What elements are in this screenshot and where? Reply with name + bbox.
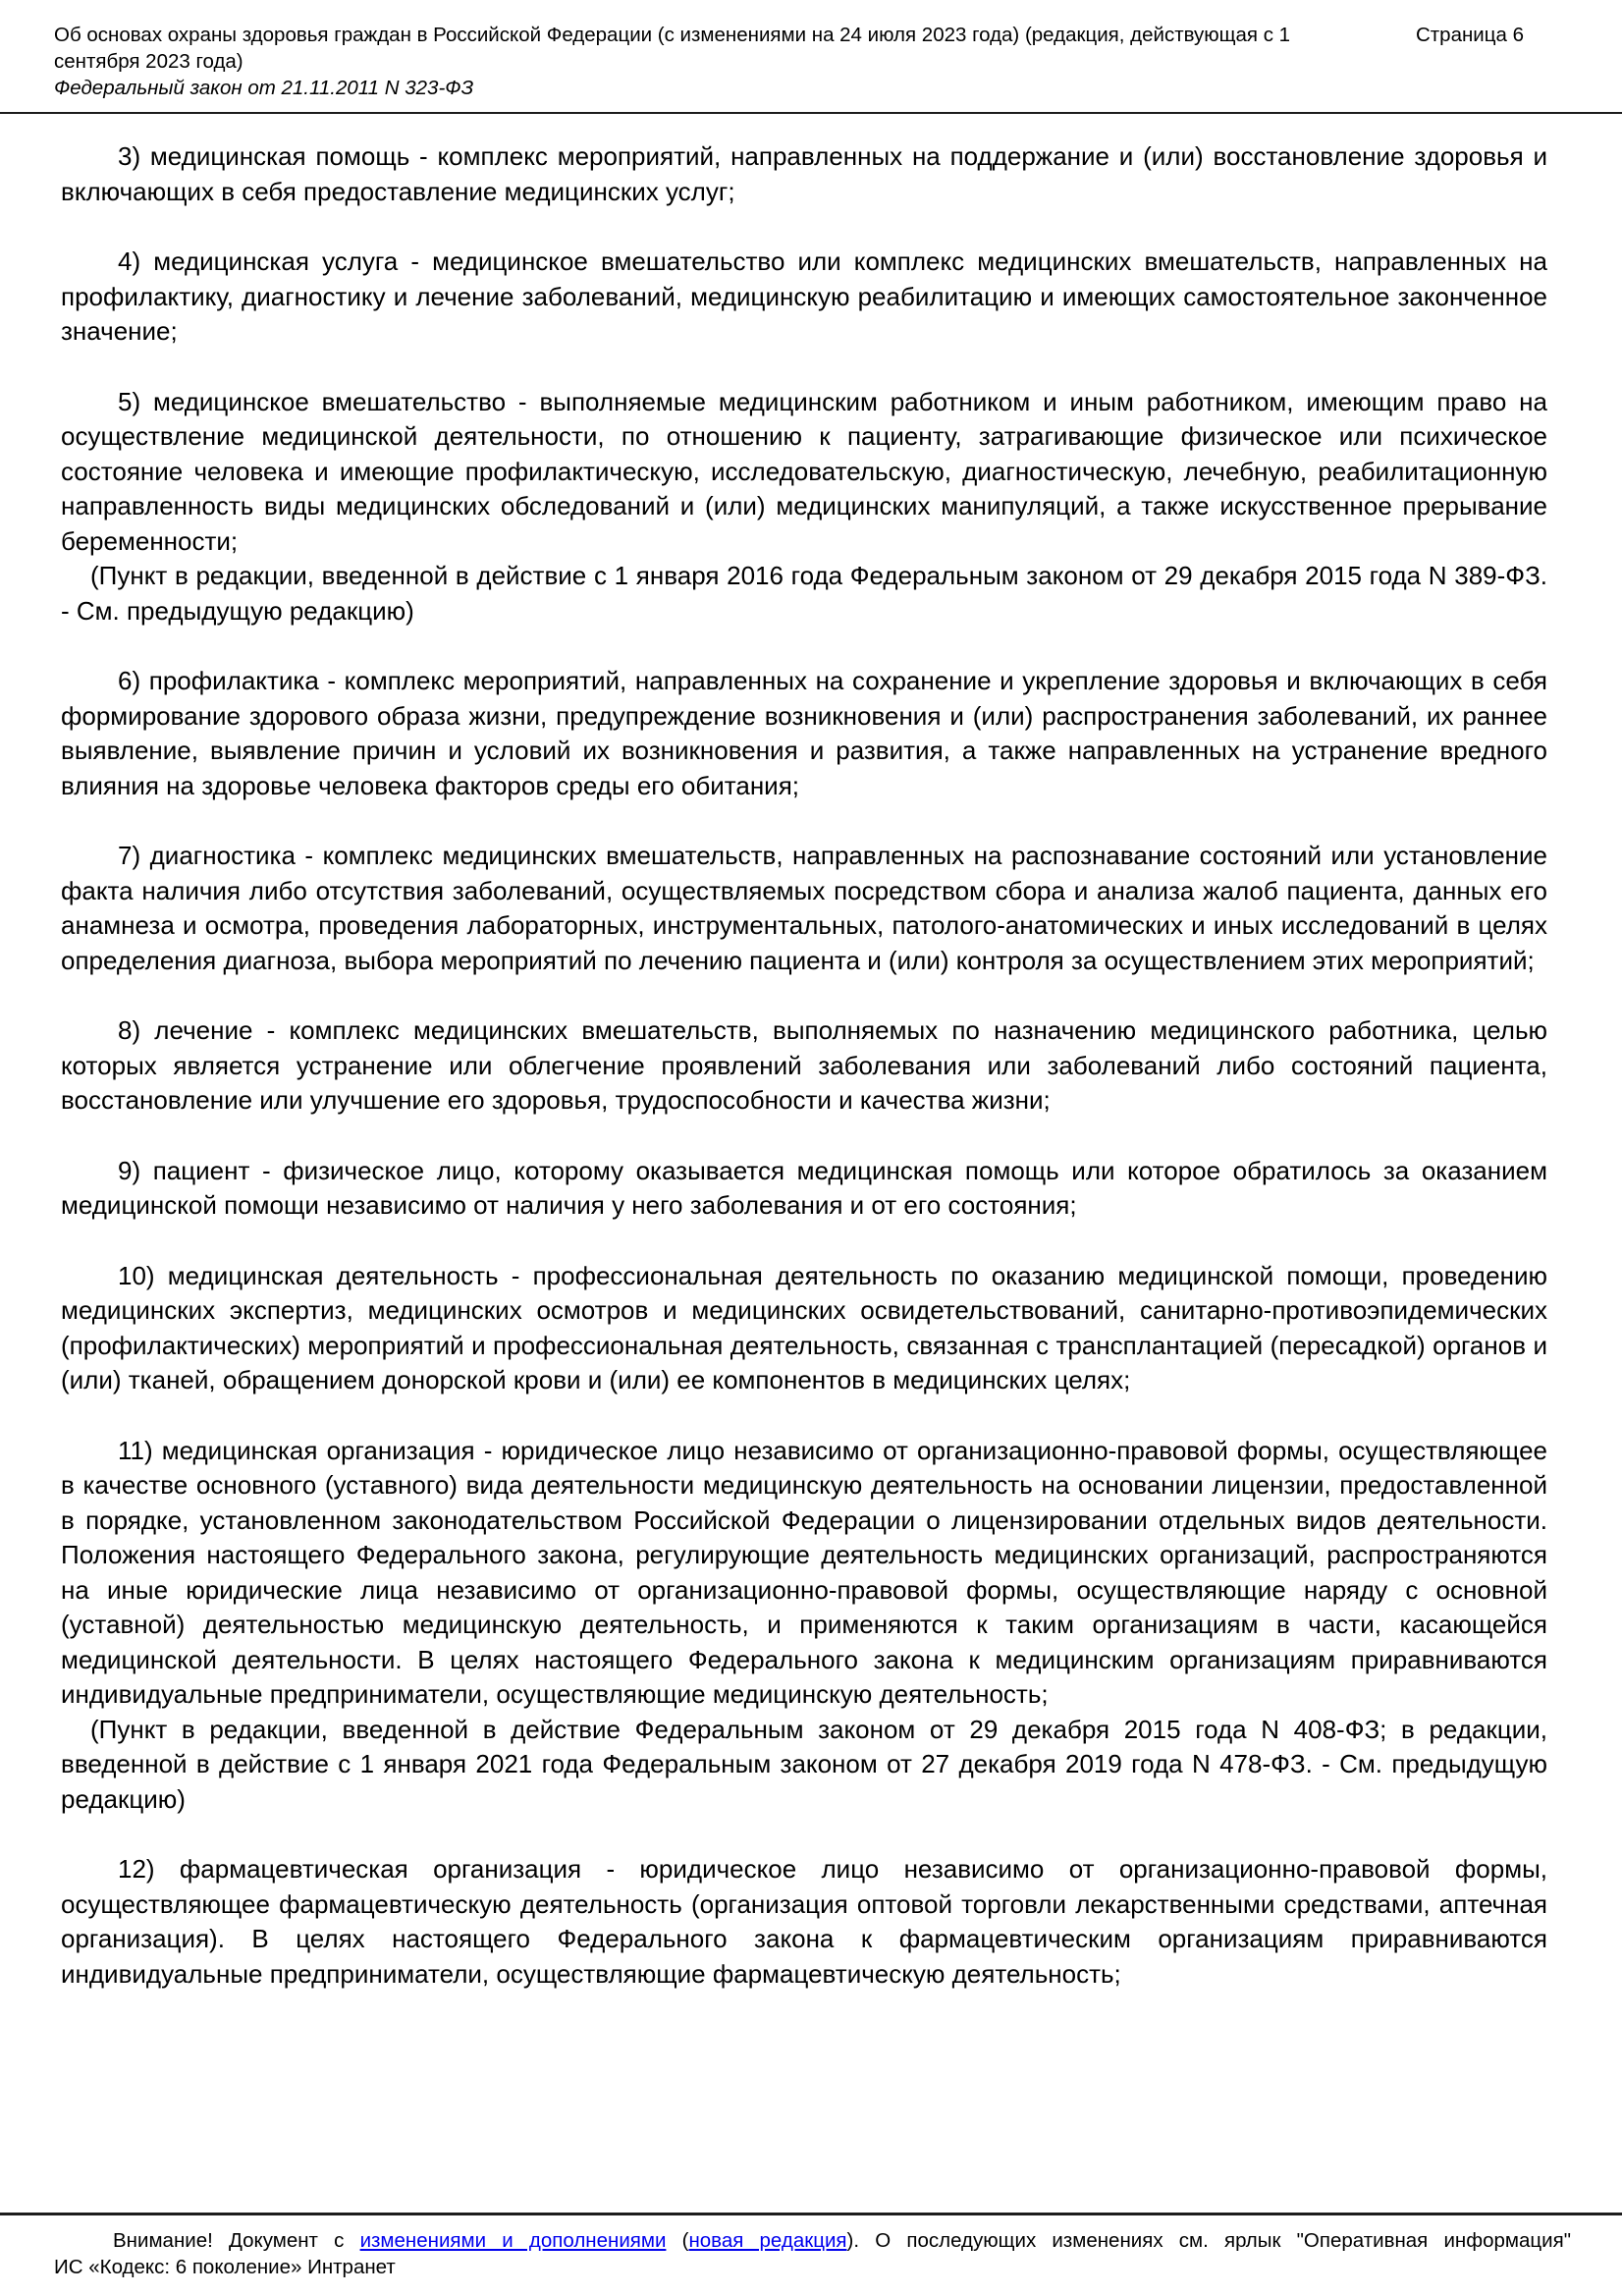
amendment-note: (Пункт в редакции, введенной в действие Федеральным законом от 29 декабря 2015 года N 408-ФЗ; в редакции, введенной в действие с 1 января 2021 года Федеральным законом от 27 декабря 2019 года N 478-ФЗ. - См. предыдущую редакцию) [61, 1714, 1547, 1814]
system-name: ИС «Кодекс: 6 поколение» Интранет [54, 2256, 396, 2278]
amendments-link[interactable]: изменениями и дополнениями [359, 2229, 667, 2252]
clause-text: 7) диагностика - комплекс медицинских вмешательств, направленных на распознавание состояний или установление факта наличия либо отсутствия заболеваний, осуществляемых посредством сбора и анализа жалоб пациента, данных его анамнеза и осмотра, проведения лабораторных, инструментальных, патолого-анатомических и иных исследований в целях определения диагноза, выбора мероприятий по лечению пациента и (или) контроля за осуществлением этих мероприятий; [61, 841, 1547, 975]
law-clause [61, 1852, 1547, 1992]
law-clause [61, 1013, 1547, 1119]
document-title: Об основах охраны здоровья граждан в Российской Федерации (с изменениями на 24 июля 2023 года) (редакция, действующая с 1 сентября 2023 года) [54, 24, 1291, 73]
law-clause [61, 1259, 1547, 1398]
law-clause [61, 139, 1547, 209]
law-clause [61, 664, 1547, 803]
law-clause [61, 839, 1547, 978]
clause-text: 5) медицинское вмешательство - выполняемые медицинским работником и иным работником, имеющим право на осуществление медицинской деятельности, по отношению к пациенту, затрагивающие физическое или психическое состояние человека и имеющие профилактическую, исследовательскую, диагностическую, лечебную, реабилитационную направленность виды медицинских обследований и (или) медицинских манипуляций, а также искусственное прерывание беременности; [61, 386, 1547, 556]
clause-text: 9) пациент - физическое лицо, которому оказывается медицинская помощь или которое обратилось за оказанием медицинской помощи независимо от наличия у него заболевания и от его состояния; [61, 1155, 1547, 1220]
attention-notice [54, 2227, 1571, 2254]
clause-text: 6) профилактика - комплекс мероприятий, направленных на сохранение и укрепление здоровья и включающих в себя формирование здорового образа жизни, предупреждение возникновения и (или) распространения заболеваний, их раннее выявление, выявление причин и условий их возникновения и развития, а также направленных на устранение вредного влияния на здоровье человека факторов среды его обитания; [61, 666, 1547, 800]
clause-text: 12) фармацевтическая организация - юридическое лицо независимо от организационно-правовой формы, осуществляющее фармацевтическую деятельность (организация оптовой торговли лекарственными средствами, аптечная организация). В целях настоящего Федерального закона к фармацевтическим организациям приравниваются индивидуальные предприниматели, осуществляющие фармацевтическую деятельность; [61, 1854, 1547, 1989]
clause-text: 8) лечение - комплекс медицинских вмешательств, выполняемых по назначению медицинского работника, целью которых является устранение или облегчение проявлений заболевания или заболеваний либо состояний пациента, восстановление или улучшение его здоровья, трудоспособности и качества жизни; [61, 1015, 1547, 1115]
clause-text: 4) медицинская услуга - медицинское вмешательство или комплекс медицинских вмешательств, направленных на профилактику, диагностику и лечение заболеваний, медицинскую реабилитацию и имеющих самостоятельное законченное значение; [61, 246, 1547, 346]
notice-suffix: ). О последующих изменениях см. ярлык "Оперативная информация" [846, 2229, 1571, 2252]
law-clause [61, 1434, 1547, 1818]
new-edition-link[interactable]: новая редакция [688, 2229, 847, 2252]
clause-text: 10) медицинская деятельность - профессиональная деятельность по оказанию медицинской помощи, проведению медицинских экспертиз, медицинских осмотров и медицинских освидетельствований, санитарно-противоэпидемических (профилактических) мероприятий и профессиональная деятельность, связанная с трансплантацией (пересадкой) органов и (или) тканей, обращением донорской крови и (или) ее компонентов в медицинских целях; [61, 1260, 1547, 1394]
amendment-note: (Пункт в редакции, введенной в действие с 1 января 2016 года Федеральным законом от 29 декабря 2015 года N 389-ФЗ. - См. предыдущую редакцию) [61, 561, 1547, 626]
page-number: Страница 6 [1415, 24, 1524, 46]
law-subtitle: Федеральный закон от 21.11.2011 N 323-ФЗ [54, 77, 474, 99]
law-clause [61, 1154, 1547, 1224]
page-footer [0, 2213, 1622, 2296]
law-clause [61, 245, 1547, 350]
document-title-block [54, 22, 1323, 101]
document-body [0, 114, 1622, 1992]
footer-text-block [0, 2215, 1622, 2296]
page-header [0, 0, 1622, 101]
clause-text: 3) медицинская помощь - комплекс мероприятий, направленных на поддержание и (или) восстановление здоровья и включающих в себя предоставление медицинских услуг; [61, 141, 1547, 206]
law-clause [61, 385, 1547, 629]
notice-mid: ( [666, 2229, 689, 2252]
clause-text: 11) медицинская организация - юридическое лицо независимо от организационно-правовой формы, осуществляющее в качестве основного (уставного) вида деятельности медицинскую деятельность на основании лицензии, предоставленной в порядке, установленном законодательством Российской Федерации о лицензировании отдельных видов деятельности. Положения настоящего Федерального закона, регулирующие деятельность медицинских организаций, распространяются на иные юридические лица независимо от организационно-правовой формы, осуществляющие наряду с основной (уставной) деятельностью медицинскую деятельность, и применяются к таким организациям в части, касающейся медицинской деятельности. В целях настоящего Федерального закона к медицинским организациям приравниваются индивидуальные предприниматели, осуществляющие медицинскую деятельность; [61, 1435, 1547, 1709]
notice-prefix: Внимание! Документ с [113, 2229, 360, 2252]
